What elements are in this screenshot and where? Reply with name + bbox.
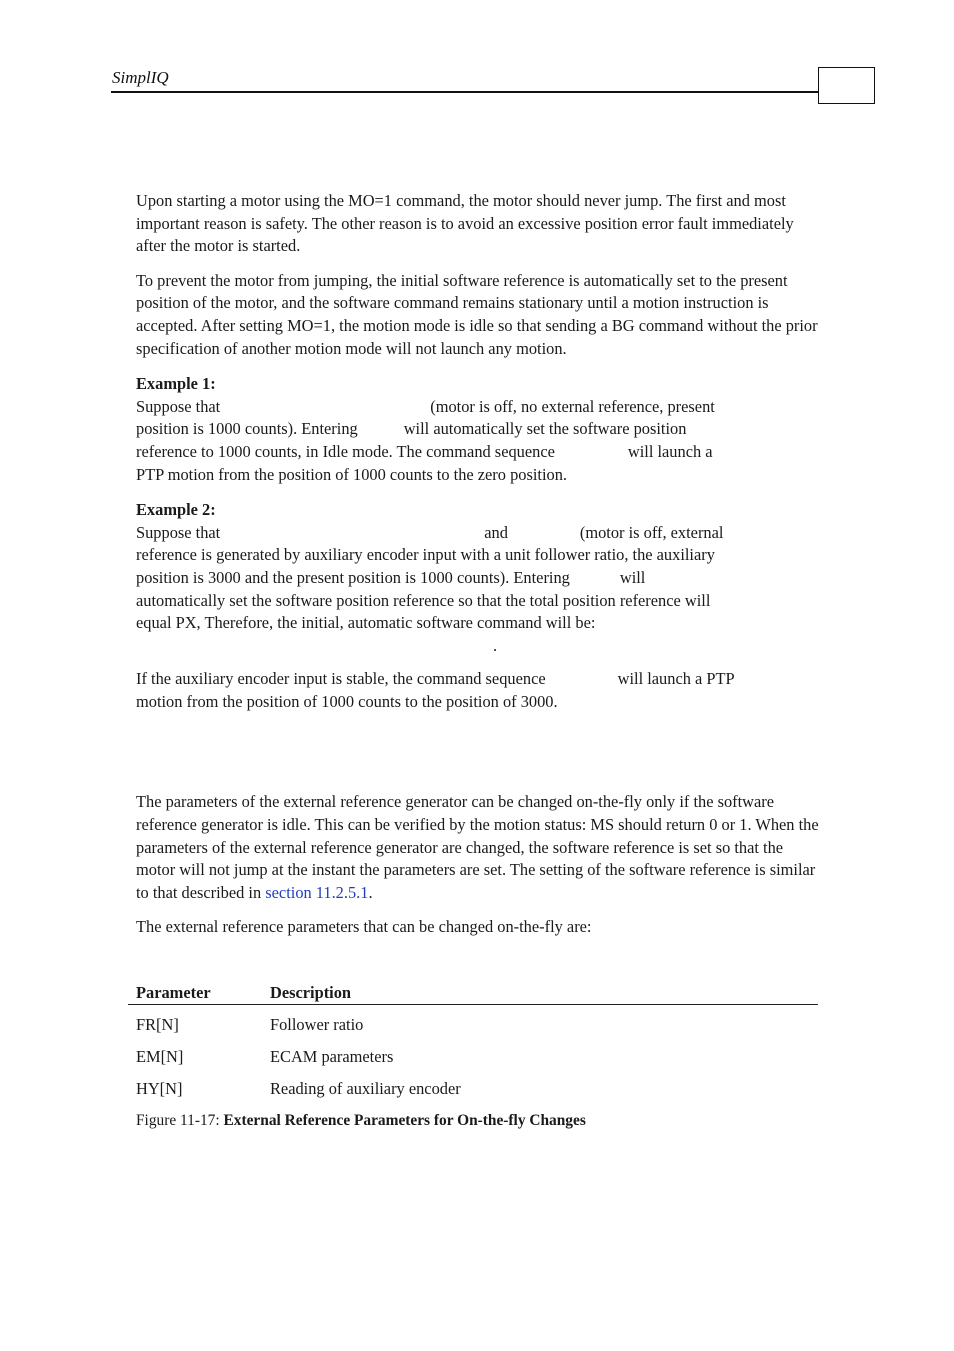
example-2-line-5: equal PX, Therefore, the initial, automatic software command will be:	[136, 613, 596, 633]
example-2-text: will launch a PTP	[617, 669, 735, 689]
caption-title: External Reference Parameters for On-the-fly Changes	[223, 1112, 586, 1129]
example-1-line-1	[136, 396, 820, 419]
table-header	[128, 983, 818, 1005]
example-2-text: Suppose that	[136, 522, 221, 542]
example-2-text: position is 3000 and the present position is 1000 counts). Entering	[136, 567, 570, 587]
example-2-text: .	[493, 635, 498, 655]
figure-caption	[136, 1112, 586, 1130]
example-2-text: If the auxiliary encoder input is stable, the command sequence	[136, 669, 546, 689]
intro-paragraph-2: To prevent the motor from jumping, the initial software reference is automatically set to the present position of the motor, and the software command remains stationary until a motion instruction is accepted. After setting MO=1, the motion mode is idle so that sending a BG command without the prior specification of another motion mode will not launch any motion.	[136, 270, 818, 358]
example-1-text: will launch a	[627, 441, 713, 461]
onthefly-paragraph-2: The external reference parameters that can be changed on-the-fly are:	[136, 917, 592, 937]
example-2-text: will	[619, 567, 646, 587]
parameter-cell: HY[N]	[136, 1079, 183, 1098]
example-2-line-6	[136, 635, 820, 658]
example-2-line-4: automatically set the software position reference so that the total position reference will	[136, 590, 711, 610]
description-cell: Reading of auxiliary encoder	[270, 1079, 461, 1098]
caption-prefix: Figure 11-17:	[136, 1112, 220, 1129]
column-header-description: Description	[270, 983, 352, 1002]
intro-paragraph-1: Upon starting a motor using the MO=1 command, the motor should never jump. The first and most important reason is safety. The other reason is to avoid an excessive position error fault immediately after the motor is started.	[136, 191, 794, 256]
example-2-line-8: motion from the position of 1000 counts to the position of 3000.	[136, 691, 558, 711]
example-1-line-4: PTP motion from the position of 1000 counts to the zero position.	[136, 464, 567, 484]
onthefly-text: .	[368, 882, 373, 902]
page-number-box	[818, 67, 875, 104]
example-1-text: will automatically set the software position	[403, 419, 687, 439]
example-2-text: and	[484, 522, 508, 542]
parameter-cell: EM[N]	[136, 1047, 184, 1066]
header-rule	[111, 91, 819, 93]
example-1-line-3	[136, 441, 820, 464]
table-row	[128, 1037, 818, 1069]
example-2-line-1	[136, 522, 820, 545]
onthefly-paragraph-1	[136, 791, 820, 904]
parameter-cell: FR[N]	[136, 1015, 179, 1034]
column-header-parameter: Parameter	[136, 983, 211, 1002]
onthefly-text: The parameters of the external reference generator can be changed on-the-fly only if the software reference generator is idle. This can be verified by the motion status: MS should return 0 or 1. When the parameters of the external reference generator are changed, the software reference is set so that the motor will not jump at the instant the parameters are set. The setting of the software reference is similar to that described in	[136, 792, 819, 902]
main-content	[136, 190, 820, 939]
table-row	[128, 1005, 818, 1037]
description-cell: Follower ratio	[270, 1015, 364, 1034]
example-1-text: position is 1000 counts). Entering	[136, 419, 358, 439]
example-1-text: Suppose that	[136, 396, 221, 416]
example-1-text: (motor is off, no external reference, present	[430, 396, 715, 416]
example-2-heading: Example 2:	[136, 500, 216, 520]
example-1-text: reference to 1000 counts, in Idle mode. The command sequence	[136, 441, 555, 461]
description-cell: ECAM parameters	[270, 1047, 394, 1066]
example-2-text: (motor is off, external	[579, 522, 724, 542]
parameter-table	[128, 983, 818, 1101]
running-header: SimplIQ	[112, 68, 169, 87]
example-2-line-2: reference is generated by auxiliary encoder input with a unit follower ratio, the auxiliary	[136, 545, 715, 565]
table-row	[128, 1069, 818, 1101]
example-1-line-2	[136, 418, 820, 441]
example-2-line-7	[136, 668, 820, 691]
section-link[interactable]: section 11.2.5.1	[265, 882, 369, 902]
example-2-line-3	[136, 567, 820, 590]
example-1-heading: Example 1:	[136, 374, 216, 394]
